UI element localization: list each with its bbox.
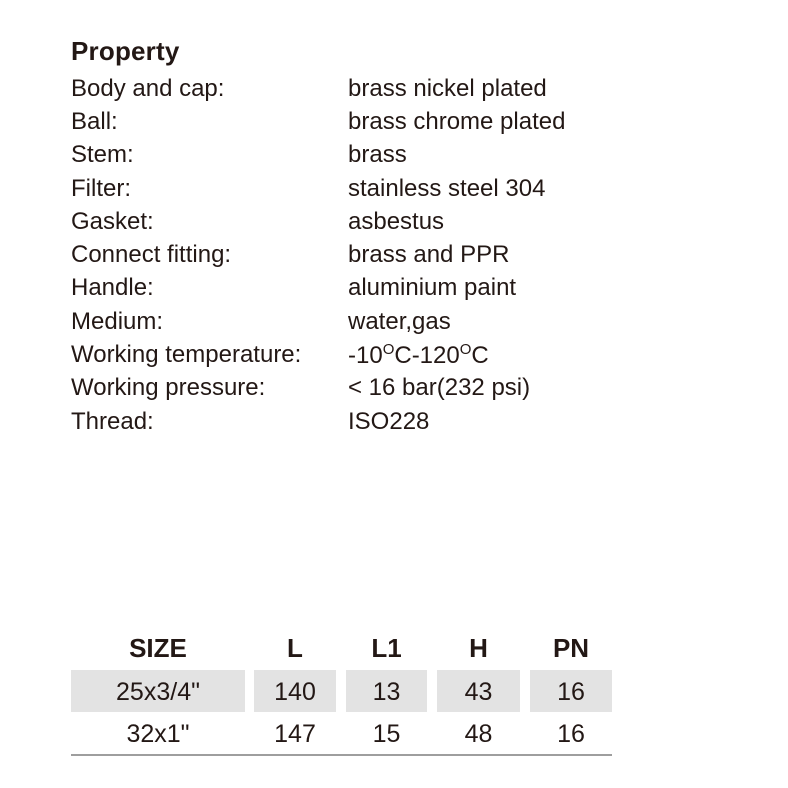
column-header-pn: PN bbox=[552, 632, 590, 663]
column-header-h: H bbox=[469, 632, 488, 663]
table-cell-l1: 15 bbox=[372, 720, 401, 748]
property-label: Gasket: bbox=[71, 207, 154, 235]
property-label: Filter: bbox=[71, 174, 131, 202]
property-row-ball bbox=[71, 105, 691, 138]
table-row bbox=[71, 712, 612, 754]
table-cell-l: 140 bbox=[254, 670, 336, 712]
size-table bbox=[71, 626, 612, 756]
table-cell-pn: 16 bbox=[530, 670, 612, 712]
property-label: Handle: bbox=[71, 274, 154, 302]
table-cell-pn: 16 bbox=[557, 720, 585, 748]
property-row-connect-fitting bbox=[71, 238, 691, 271]
property-row-filter bbox=[71, 172, 691, 205]
property-value: stainless steel 304 bbox=[348, 174, 546, 202]
property-label: Medium: bbox=[71, 307, 164, 335]
property-value: brass bbox=[348, 141, 407, 169]
temperature-max: C-120 bbox=[394, 341, 460, 369]
column-header-l1: L1 bbox=[371, 632, 402, 663]
property-value: ISO228 bbox=[348, 407, 430, 435]
property-label: Connect fitting: bbox=[71, 241, 232, 269]
property-value-temperature bbox=[348, 341, 489, 370]
table-cell-h: 48 bbox=[464, 720, 493, 748]
property-row-gasket bbox=[71, 205, 691, 238]
property-value: < 16 bar(232 psi) bbox=[348, 374, 531, 402]
property-value: brass chrome plated bbox=[348, 107, 566, 135]
property-row-stem bbox=[71, 139, 691, 172]
property-title: Property bbox=[71, 36, 180, 66]
property-label: Working pressure: bbox=[71, 374, 266, 402]
property-value: aluminium paint bbox=[348, 274, 517, 302]
table-cell-l: 147 bbox=[274, 720, 316, 748]
property-value: water,gas bbox=[348, 307, 451, 335]
degree-symbol: O bbox=[382, 340, 395, 358]
property-value: brass and PPR bbox=[348, 241, 510, 269]
property-list bbox=[71, 72, 691, 438]
temperature-min: -10 bbox=[348, 341, 383, 369]
property-row-working-pressure bbox=[71, 372, 691, 405]
property-row-working-temperature bbox=[71, 338, 691, 371]
column-header-l: L bbox=[287, 632, 303, 663]
property-value: asbestus bbox=[348, 207, 445, 235]
property-label: Working temperature: bbox=[71, 341, 302, 369]
property-label: Stem: bbox=[71, 141, 134, 169]
column-header-size: SIZE bbox=[129, 632, 187, 663]
table-bottom-rule bbox=[71, 754, 612, 756]
property-label: Body and cap: bbox=[71, 74, 225, 102]
table-cell-size: 32x1" bbox=[126, 720, 190, 748]
table-header-row bbox=[71, 626, 612, 670]
temperature-unit: C bbox=[471, 341, 489, 369]
property-row-thread bbox=[71, 405, 691, 438]
property-value: brass nickel plated bbox=[348, 74, 547, 102]
property-row-medium bbox=[71, 305, 691, 338]
property-label: Ball: bbox=[71, 107, 118, 135]
degree-symbol: O bbox=[459, 340, 472, 358]
table-cell-l1: 13 bbox=[346, 670, 427, 712]
table-row bbox=[71, 670, 612, 712]
property-row-body-and-cap bbox=[71, 72, 691, 105]
property-row-handle bbox=[71, 272, 691, 305]
property-label: Thread: bbox=[71, 407, 154, 435]
table-cell-h: 43 bbox=[437, 670, 520, 712]
table-cell-size: 25x3/4" bbox=[71, 670, 245, 712]
